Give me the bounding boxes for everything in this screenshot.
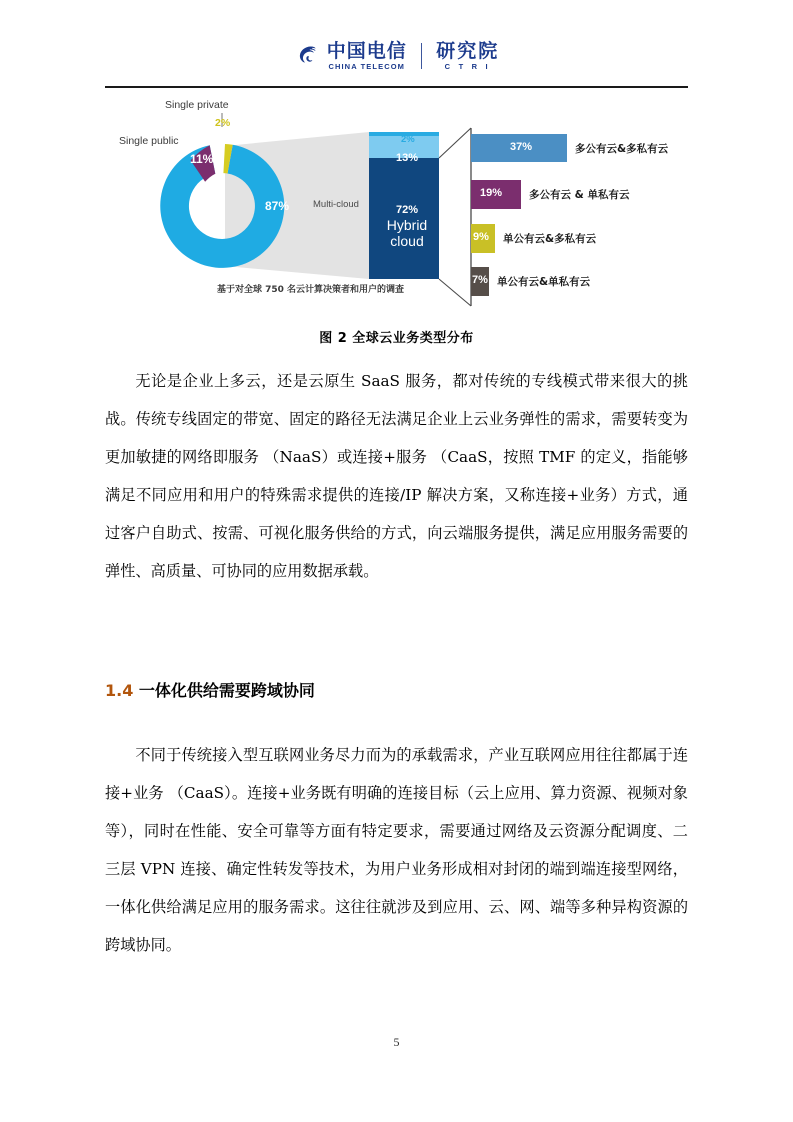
value-stack-2pct: 2% xyxy=(401,134,415,145)
label-bar-9: 单公有云&多私有云 xyxy=(503,233,597,245)
section-number: 1.4 xyxy=(105,681,134,700)
value-single-private: 2% xyxy=(215,117,231,129)
value-bar-7: 7% xyxy=(472,274,488,286)
value-bar-19: 19% xyxy=(480,187,503,199)
figure-caption: 图 2 全球云业务类型分布 xyxy=(319,331,474,346)
value-bar-9: 9% xyxy=(473,231,489,243)
hybrid-cloud-label xyxy=(375,204,439,250)
logo-chinatelecom-text xyxy=(327,42,407,71)
hybrid-name-line1: Hybrid xyxy=(386,216,428,233)
logo-cn-name: 中国电信 xyxy=(326,40,407,62)
logo-institute-en: C T R I xyxy=(444,62,491,71)
breakdown-bars xyxy=(471,134,567,296)
value-hybrid-pct: 72% xyxy=(395,204,419,216)
china-telecom-mark-icon xyxy=(294,43,320,69)
page-number: 5 xyxy=(393,1035,400,1049)
label-bar-19: 多公有云 & 单私有云 xyxy=(529,189,630,201)
body-paragraph-1-wrap xyxy=(105,362,688,590)
body-paragraph-1: 无论是企业上多云，还是云原生 SaaS 服务，都对传统的专线模式带来很大的挑战。传统专线固定的带宽、固定的路径无法满足企业上云业务弹性的需求，需要转变为更加敏捷的网络即服务 （NaaS）或连接+服务 （CaaS，按照 TMF 的定义，指能够满足不同应用和用户的特殊需求提供的连接/IP 解决方案，又称连接+业务）方式，通过客户自助式、按需、可视化服务供给的方式，向云端服务提供，满足应用服务需要的弹性、高质量、可协同的应用数据承载。 xyxy=(105,372,688,580)
connector-line-bottom xyxy=(439,279,471,306)
header-divider-rule xyxy=(105,86,688,88)
value-stack-13pct: 13% xyxy=(396,152,419,164)
label-bar-7: 单公有云&单私有云 xyxy=(497,276,591,288)
label-bar-37: 多公有云&多私有云 xyxy=(575,143,669,155)
label-single-private: Single private xyxy=(165,99,229,111)
logo-institute-text xyxy=(436,42,499,71)
survey-source-note: 基于对全球 750 名云计算决策者和用户的调查 xyxy=(217,285,405,295)
figure-cloud-business-types xyxy=(105,94,688,319)
value-bar-37: 37% xyxy=(510,141,533,153)
label-single-public: Single public xyxy=(119,135,179,147)
logo-institute-cn: 研究院 xyxy=(436,40,500,62)
hybrid-name-line2: cloud xyxy=(390,233,424,250)
section-heading-1-4 xyxy=(105,678,315,701)
label-multi-cloud: Multi-cloud xyxy=(313,199,359,210)
body-paragraph-2: 不同于传统接入型互联网业务尽力而为的承载需求，产业互联网应用往往都属于连接+业务 （CaaS）。连接+业务既有明确的连接目标（云上应用、算力资源、视频对象等），同时在性能、安全可靠等方面有特定要求，需要通过网络及云资源分配调度、二三层 VPN 连接、确定性转发等技术，为用户业务形成相对封闭的端到端连接型网络，一体化供给满足应用的服务需求。这往往就涉及到应用、云、网、端等多种异构资源的跨域协同。 xyxy=(105,746,688,954)
china-telecom-logo xyxy=(0,42,793,71)
logo-en-name: CHINA TELECOM xyxy=(328,62,405,71)
value-multi-cloud: 87% xyxy=(265,199,290,213)
value-single-public: 11% xyxy=(190,152,214,166)
body-paragraph-2-wrap xyxy=(105,736,688,964)
connector-line-top xyxy=(439,128,471,158)
section-title: 一体化供给需要跨域协同 xyxy=(138,681,315,700)
page-header xyxy=(0,0,793,88)
logo-divider xyxy=(421,43,423,69)
